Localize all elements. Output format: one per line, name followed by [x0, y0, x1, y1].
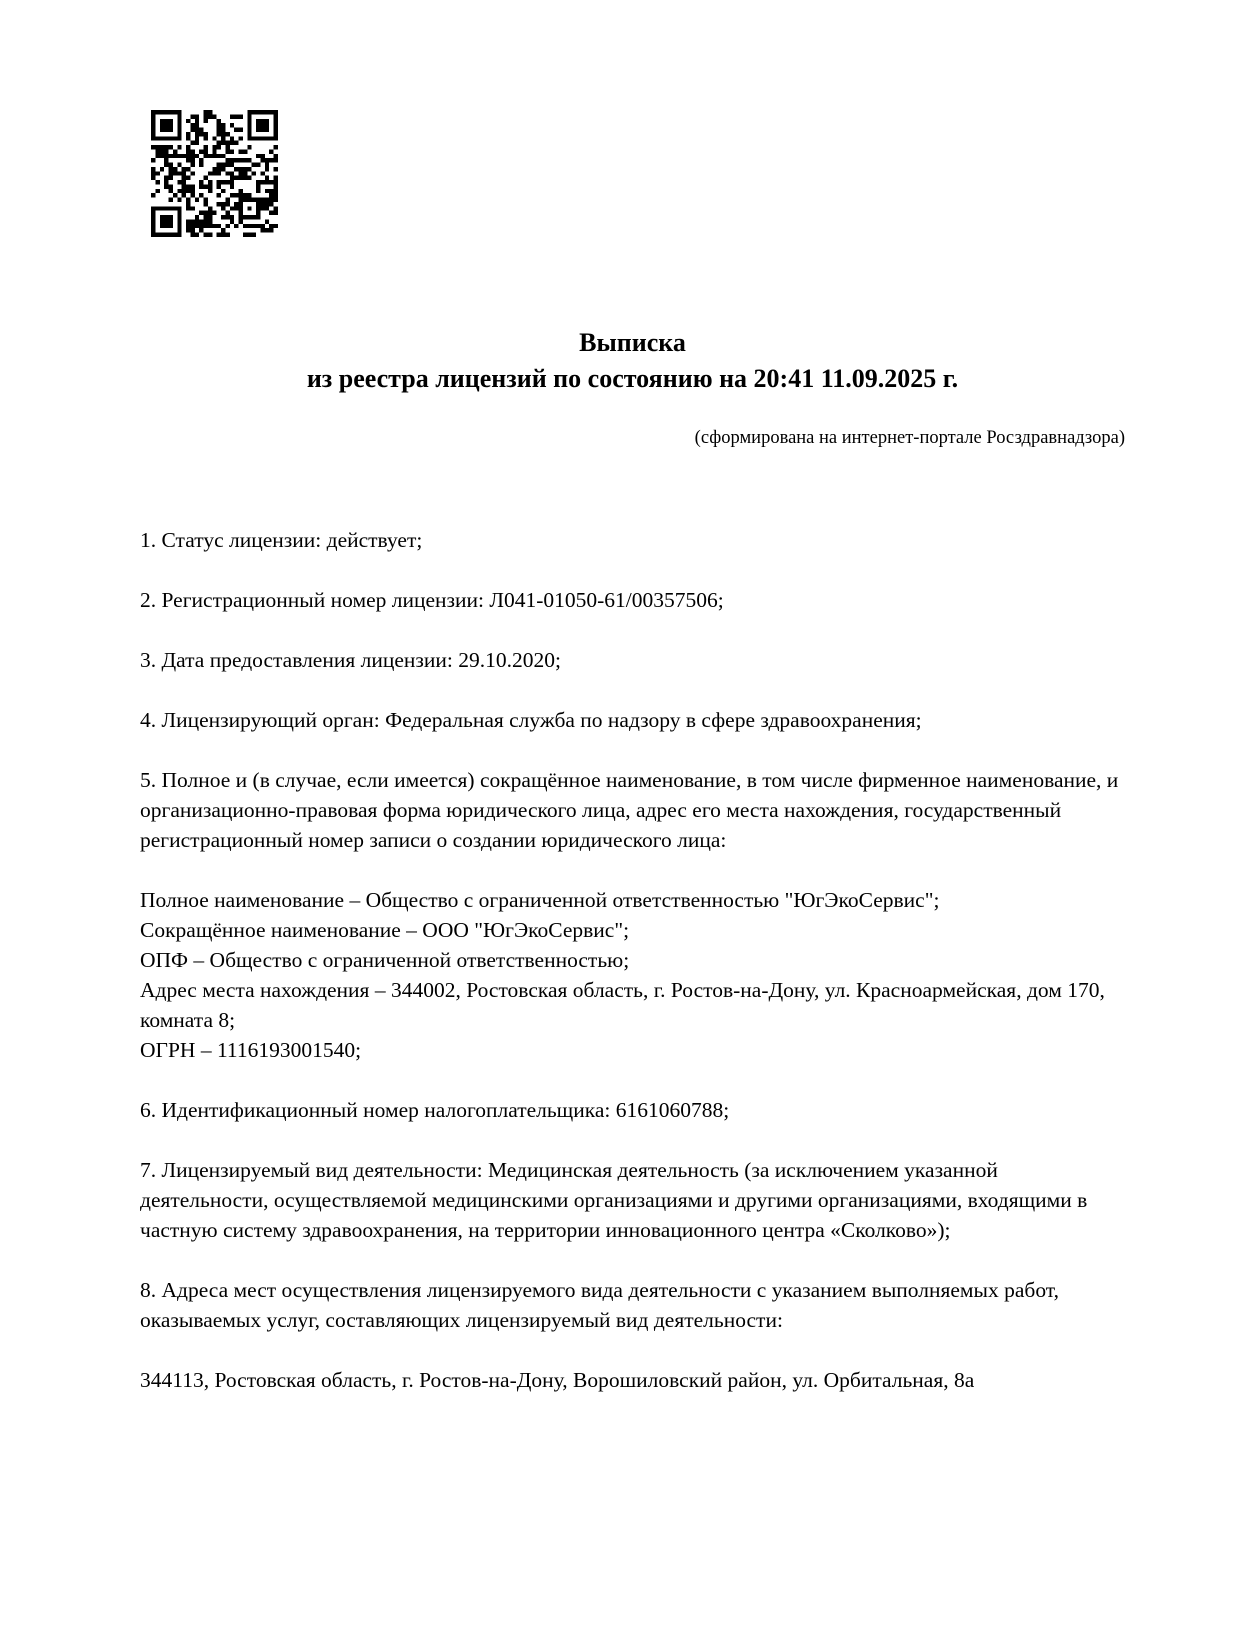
entity-short-name: Сокращённое наименование – ООО "ЮгЭкоСервис"; — [140, 918, 630, 942]
entity-ogrn: ОГРН – 1116193001540; — [140, 1038, 362, 1062]
item-5-entity-heading: 5. Полное и (в случае, если имеется) сокращённое наименование, в том числе фирменное наименование, и организационно-правовая форма юридического лица, адрес его места нахождения, государственный регистрационный номер записи о создании юридического лица: — [140, 768, 1119, 852]
activity-address: 344113, Ростовская область, г. Ростов-на-Дону, Ворошиловский район, ул. Орбитальная, 8а — [140, 1368, 975, 1392]
document-body — [140, 525, 1125, 1395]
document-title: Выписка — [579, 328, 686, 357]
entity-details-block — [140, 885, 1125, 1065]
item-7-licensed-activity: 7. Лицензируемый вид деятельности: Медицинская деятельность (за исключением указанной деятельности, осуществляемой медицинскими организациями и другими организациями, входящими в частную систему здравоохранения, на территории инновационного центра «Сколково»); — [140, 1158, 1088, 1242]
document-title-block — [140, 325, 1125, 397]
item-6-taxpayer-number: 6. Идентификационный номер налогоплательщика: 6161060788; — [140, 1098, 730, 1122]
document-title-date-line: из реестра лицензий по состоянию на 20:41 11.09.2025 г. — [306, 364, 959, 393]
item-2-registration-number: 2. Регистрационный номер лицензии: Л041-01050-61/00357506; — [140, 588, 724, 612]
qr-code-icon — [151, 110, 278, 237]
entity-full-name: Полное наименование – Общество с ограниченной ответственностью "ЮгЭкоСервис"; — [140, 888, 940, 912]
item-8-activity-addresses-heading: 8. Адреса мест осуществления лицензируемого вида деятельности с указанием выполняемых работ, оказываемых услуг, составляющих лицензируемый вид деятельности: — [140, 1278, 1059, 1332]
item-4-licensing-authority: 4. Лицензирующий орган: Федеральная служба по надзору в сфере здравоохранения; — [140, 708, 922, 732]
entity-legal-form: ОПФ – Общество с ограниченной ответственностью; — [140, 948, 630, 972]
document-subtitle: (сформирована на интернет-портале Росздравнадзора) — [694, 428, 1125, 448]
qr-code-image — [151, 110, 278, 237]
item-1-license-status: 1. Статус лицензии: действует; — [140, 528, 423, 552]
entity-registered-address: Адрес места нахождения – 344002, Ростовская область, г. Ростов-на-Дону, ул. Красноармейская, дом 170, комната 8; — [140, 978, 1105, 1032]
item-3-grant-date: 3. Дата предоставления лицензии: 29.10.2020; — [140, 648, 561, 672]
